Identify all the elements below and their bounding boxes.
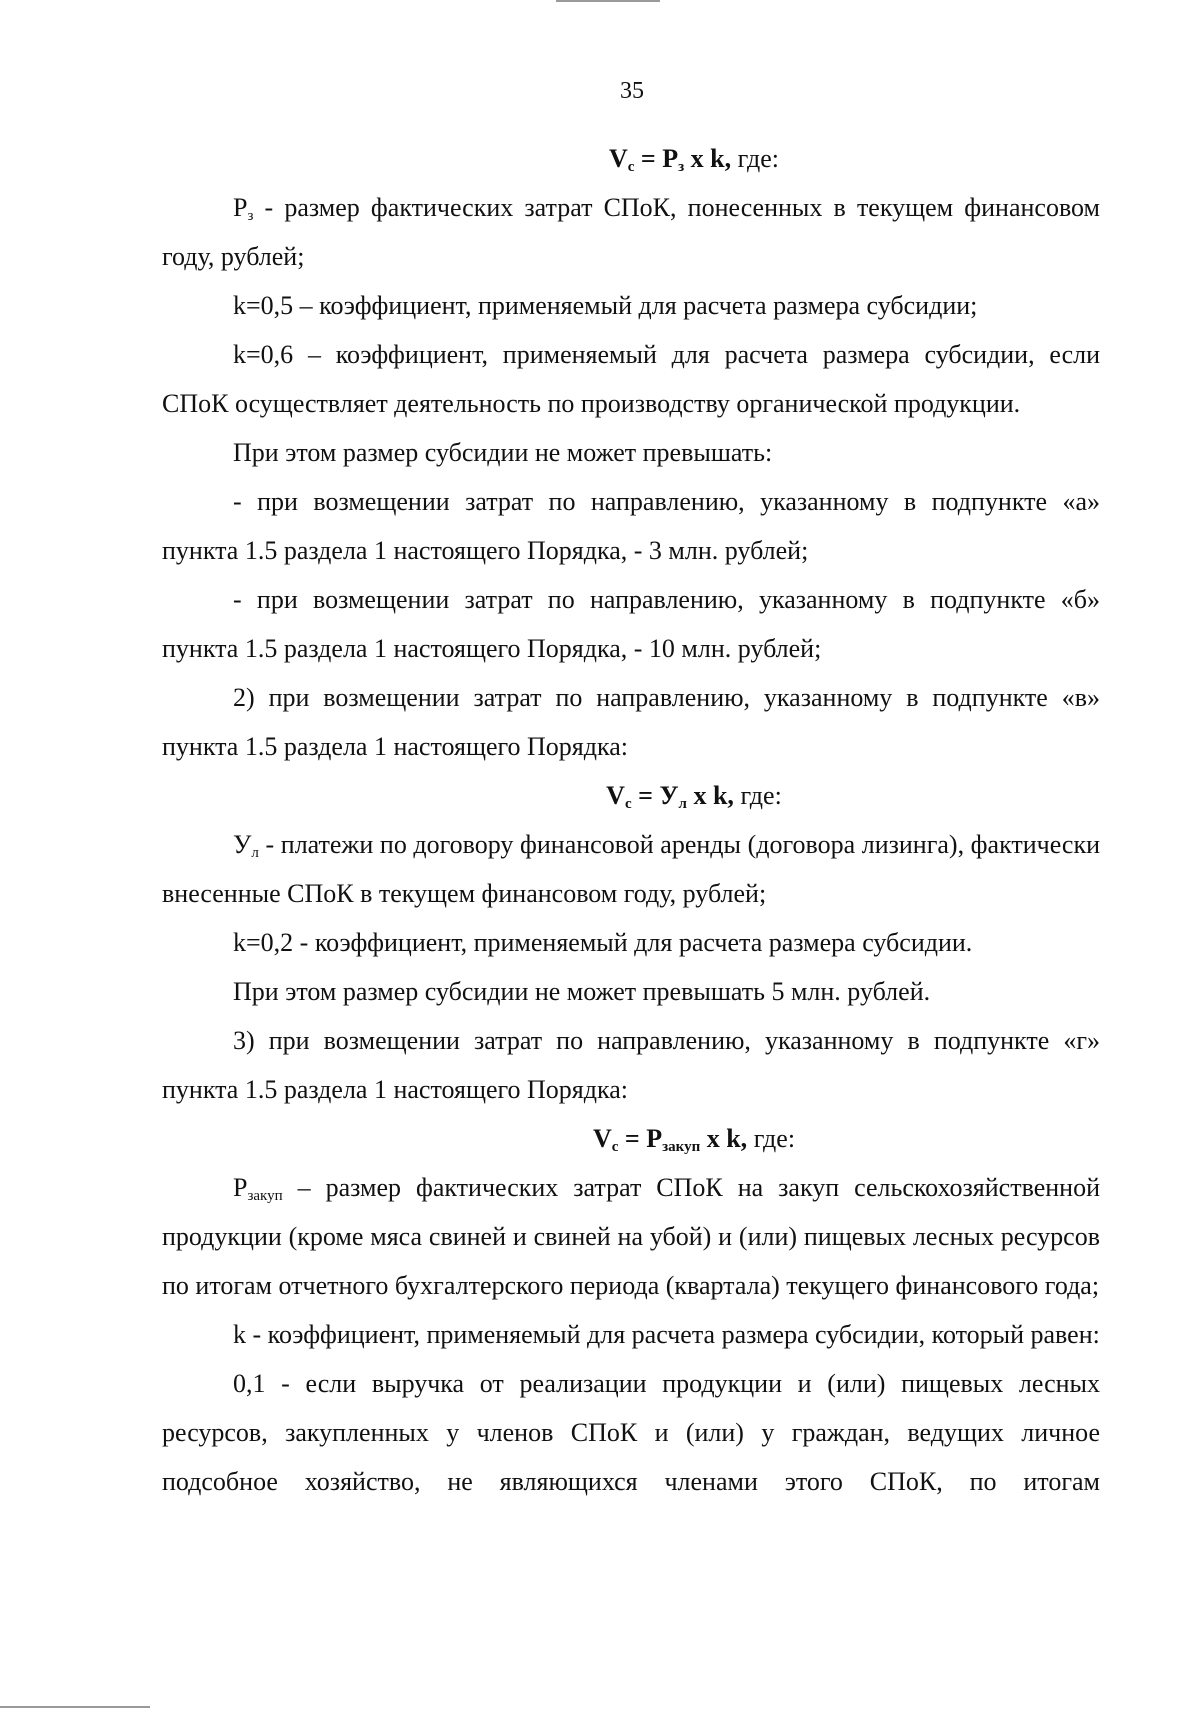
paragraph-item-2: 2) при возмещении затрат по направлению, указанному в подпункте «в» пункта 1.5 раздела 1 настоящего Порядка: [162,683,1100,761]
document-body [162,134,1100,1506]
scan-artifact-bottom [0,1706,150,1708]
scan-artifact-top [556,0,660,2]
paragraph-p3-definition: $Р_з$ - размер фактических затрат СПоК, понесенных в текущем финансовом году, рублей; [162,193,1100,271]
formula-3: $V_c = P_{закуп}$ x k, где: [592,1124,796,1155]
paragraph-k05: k=0,5 – коэффициент, применяемый для расчета размера субсидии; [233,291,978,320]
paragraph-ul-definition: $У_л$ - платежи по договору финансовой аренды (договора лизинга), фактически внесенные СПоК в текущем финансовом году, рублей; [162,830,1100,908]
formula-2: $V_c = У_л$ x k, где: [606,781,782,812]
paragraph-limit-b: - при возмещении затрат по направлению, указанному в подпункте «б» пункта 1.5 раздела 1 настоящего Порядка, - 10 млн. рублей; [162,585,1100,663]
paragraph-k-definition: k - коэффициент, применяемый для расчета размера субсидии, который равен: [233,1320,1100,1349]
paragraph-item-3: 3) при возмещении затрат по направлению, указанному в подпункте «г» пункта 1.5 раздела 1 настоящего Порядка: [162,1026,1100,1104]
paragraph-pzakup-definition: $Р_{закуп}$ – размер фактических затрат СПоК на закуп сельскохозяйственной продукции (кроме мяса свиней и свиней на убой) и (или) пищевых лесных ресурсов по итогам отчетного бухгалтерского периода (квартала) текущего финансового года; [162,1173,1100,1300]
paragraph-k02: k=0,2 - коэффициент, применяемый для расчета размера субсидии. [233,928,973,957]
paragraph-limit-a: - при возмещении затрат по направлению, указанному в подпункте «а» пункта 1.5 раздела 1 настоящего Порядка, - 3 млн. рублей; [162,487,1100,565]
paragraph-k06: k=0,6 – коэффициент, применяемый для расчета размера субсидии, если СПоК осуществляет деятельность по производству органической продукции. [162,340,1100,418]
formula-1: $V_c = P_з$ x k, где: [608,144,780,175]
paragraph-k01: 0,1 - если выручка от реализации продукции и (или) пищевых лесных ресурсов, закупленных у членов СПоК и (или) у граждан, ведущих личное подсобное хозяйство, не являющихся членами этого СПоК, по итогам [162,1369,1100,1496]
paragraph-limit-intro: При этом размер субсидии не может превышать: [233,438,773,467]
page-number: 35 [620,78,644,104]
paragraph-limit-5mln: При этом размер субсидии не может превышать 5 млн. рублей. [233,977,931,1006]
